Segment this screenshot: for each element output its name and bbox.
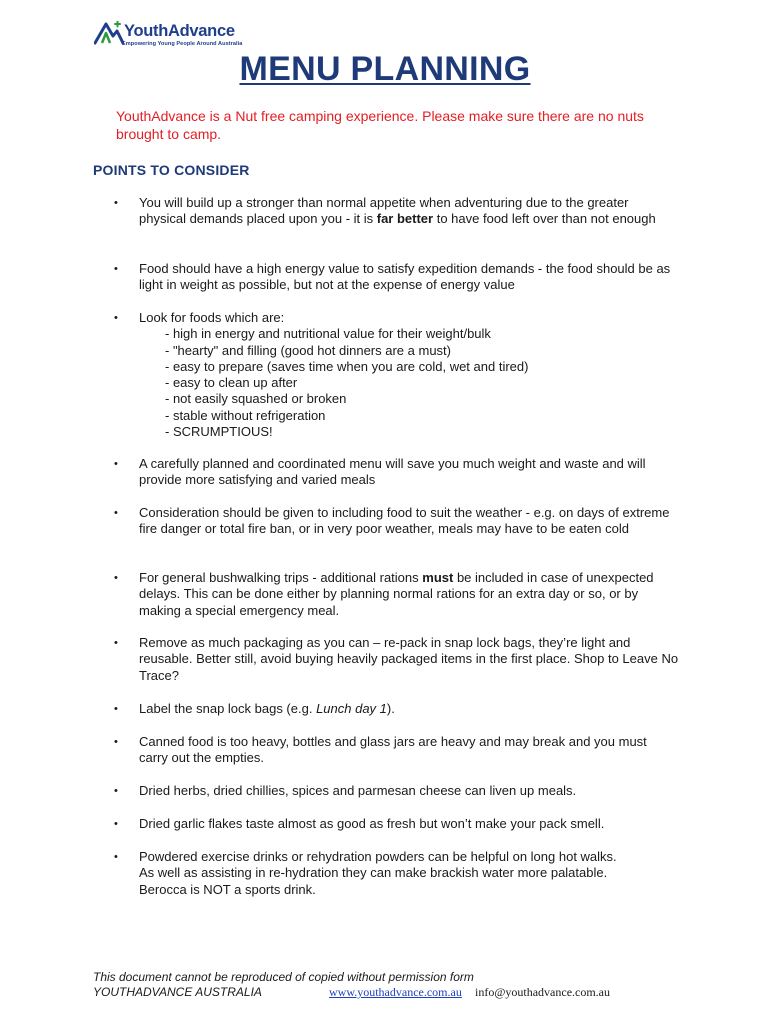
bold-text: must: [422, 570, 454, 585]
list-item-text: Consideration should be given to including food to suit the weather - e.g. on days of extreme fire danger or total fire ban, or in very poor weather, meals may have to be eaten cold: [139, 505, 670, 537]
sub-list-intro: Look for foods which are:: [139, 310, 285, 325]
bullet: •: [114, 818, 118, 830]
bullet: •: [114, 458, 118, 470]
sub-list-item: - stable without refrigeration: [165, 407, 326, 423]
text-line: Berocca is NOT a sports drink.: [139, 881, 316, 897]
bullet: •: [114, 507, 118, 519]
list-item-text: Dried herbs, dried chillies, spices and parmesan cheese can liven up meals.: [139, 783, 577, 798]
list-item-text: A carefully planned and coordinated menu will save you much weight and waste and will provide more satisfying and varied meals: [139, 456, 646, 488]
text-line: As well as assisting in re-hydration they can make brackish water more palatable.: [139, 865, 608, 881]
text-span: Label the snap lock bags (e.g.: [139, 701, 317, 716]
nut-free-notice: YouthAdvance is a Nut free camping experience. Please make sure there are no nuts brought to camp.: [116, 108, 644, 142]
italic-text: Lunch day 1: [316, 701, 387, 716]
list-item-text: Food should have a high energy value to satisfy expedition demands - the food should be as light in weight as possible, but not at the expense of energy value: [139, 261, 671, 293]
sub-list-item: - easy to clean up after: [165, 375, 298, 391]
footer: [93, 970, 693, 1000]
list-item-text: [139, 570, 679, 619]
bullet: •: [114, 851, 118, 863]
bullet: •: [114, 312, 118, 324]
list-item-text: [139, 849, 679, 898]
bullet: •: [114, 785, 118, 797]
bullet: •: [114, 703, 118, 715]
logo-name: YouthAdvance: [124, 22, 235, 40]
bullet: •: [114, 263, 118, 275]
email-address: info@youthadvance.com.au: [475, 985, 611, 999]
youthadvance-logo: [94, 19, 264, 51]
organisation-name: YOUTHADVANCE AUSTRALIA: [93, 985, 262, 999]
text-span: be included in case of unexpected delays. This can be done either by planning normal rations for an extra day or so, or by making a special emergency meal.: [139, 570, 654, 618]
copyright-notice: This document cannot be reproduced of copied without permission form: [93, 970, 474, 984]
text-span: to have food left over than not enough: [433, 211, 656, 227]
sub-list-item: - easy to prepare (saves time when you are cold, wet and tired): [165, 358, 529, 374]
list-item-text: Dried garlic flakes taste almost as good as fresh but won’t make your pack smell.: [139, 816, 605, 831]
section-heading: POINTS TO CONSIDER: [93, 162, 250, 178]
list-item-text: [139, 310, 679, 440]
bullet: •: [114, 197, 118, 209]
list-item-text: Canned food is too heavy, bottles and glass jars are heavy and may break and you must carry out the empties.: [139, 734, 647, 766]
text-line: Powdered exercise drinks or rehydration powders can be helpful on long hot walks.: [139, 849, 617, 864]
bullet: •: [114, 572, 118, 584]
sub-list-item: - not easily squashed or broken: [165, 391, 347, 407]
list-item-text: [139, 701, 679, 717]
sub-list-item: - "hearty" and filling (good hot dinners are a must): [165, 342, 451, 358]
logo-tagline: Empowering Young People Around Australia: [122, 41, 243, 47]
sub-list-item: - high in energy and nutritional value for their weight/bulk: [165, 326, 491, 342]
bold-text: far better: [376, 211, 434, 227]
list-item-text: [139, 195, 679, 228]
bullet: •: [114, 736, 118, 748]
list-item-text: Remove as much packaging as you can – re-pack in snap lock bags, they’re light and reusable. Better still, avoid buying heavily packaged items in the first place. Shop to Leave No Trace?: [139, 635, 679, 683]
text-span: You will build up a stronger than normal appetite when adventuring due to the greater physical demands placed upon you - it is: [139, 195, 629, 227]
page-title: MENU PLANNING: [239, 50, 531, 88]
mountain-logo-icon: [94, 21, 124, 45]
website-link[interactable]: www.youthadvance.com.au: [329, 985, 462, 999]
text-span: For general bushwalking trips - additional rations: [139, 570, 423, 585]
bullet: •: [114, 637, 118, 649]
text-span: ).: [386, 701, 395, 716]
footer-contact-line: [93, 985, 693, 1000]
sub-list-item: - SCRUMPTIOUS!: [165, 424, 273, 440]
